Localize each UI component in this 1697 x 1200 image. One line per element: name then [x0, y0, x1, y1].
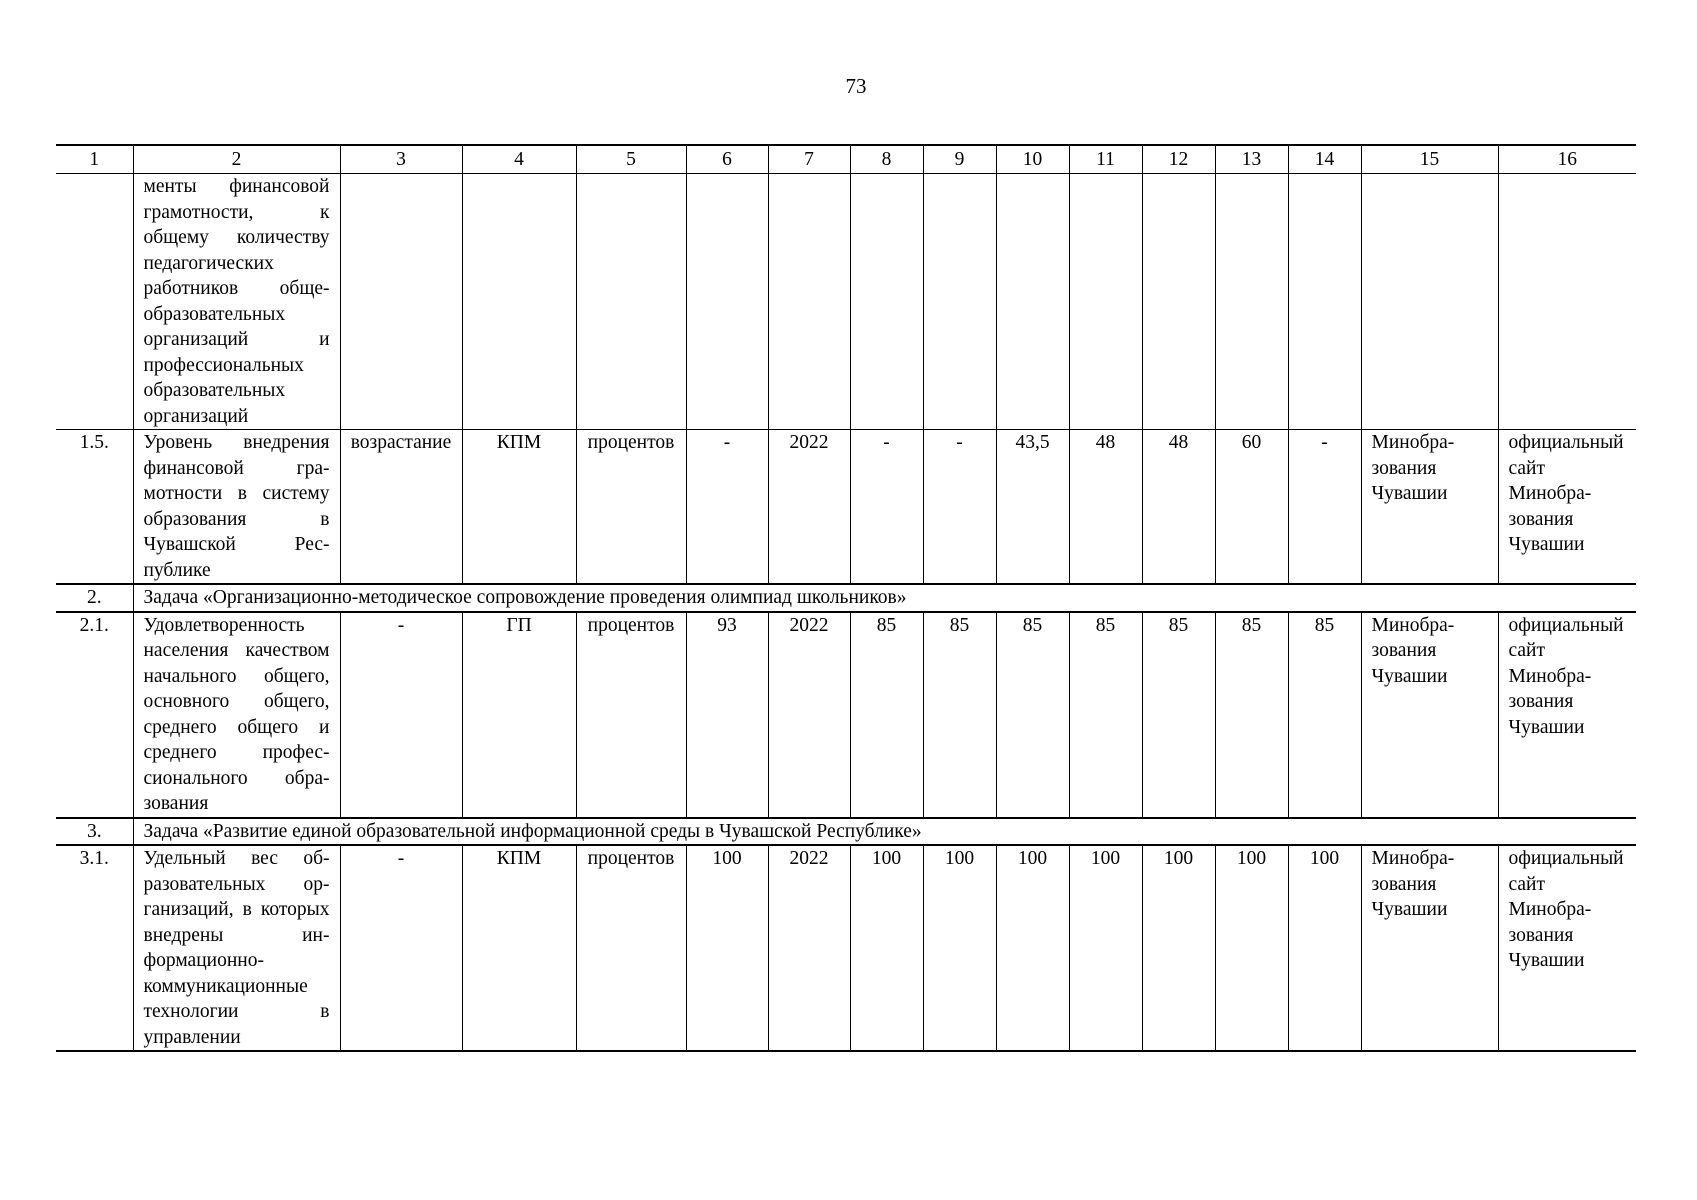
value-col-14: 100 — [1288, 845, 1361, 1051]
value-col-11: 85 — [1069, 612, 1142, 818]
column-header: 10 — [996, 145, 1069, 174]
page-number: 73 — [845, 74, 867, 98]
data-source: официальный сайт Минобразования Чувашии — [1498, 612, 1636, 818]
indicator-name: Удовлетворенность населения качеством начального общего, основного общего, среднего общего и среднего профессионального образования — [133, 612, 340, 818]
value-col-13: 85 — [1215, 612, 1288, 818]
cell-empty — [1361, 174, 1498, 430]
cell-empty — [1069, 174, 1142, 430]
value-col-9: 100 — [923, 845, 996, 1051]
responsible-body: Минобразования Чувашии — [1361, 430, 1498, 585]
cell-empty — [686, 174, 768, 430]
value-col-10: 100 — [996, 845, 1069, 1051]
task-row-3 — [56, 818, 1636, 846]
value-col-9: - — [923, 430, 996, 585]
table-row-continuation — [56, 174, 1636, 430]
indicator-type: КПМ — [462, 845, 576, 1051]
base-year: 2022 — [768, 612, 850, 818]
value-col-12: 100 — [1142, 845, 1215, 1051]
indicator-direction: возрастание — [340, 430, 462, 585]
indicator-name: Уровень внедрения финансовой грамотности в систему образования в Чувашской Республике — [133, 430, 340, 585]
value-col-9: 85 — [923, 612, 996, 818]
column-header: 16 — [1498, 145, 1636, 174]
indicator-unit: процентов — [576, 430, 686, 585]
value-col-13: 60 — [1215, 430, 1288, 585]
column-header: 1 — [56, 145, 133, 174]
cell-empty — [576, 174, 686, 430]
row-number: 3. — [56, 818, 133, 846]
cell-empty — [1498, 174, 1636, 430]
cell-empty — [1288, 174, 1361, 430]
table-row-2-1 — [56, 612, 1636, 818]
column-header: 12 — [1142, 145, 1215, 174]
task-title: Задача «Развитие единой образовательной информационной среды в Чувашской Республике» — [133, 818, 1636, 846]
indicator-type: КПМ — [462, 430, 576, 585]
task-row-2 — [56, 584, 1636, 612]
column-header: 11 — [1069, 145, 1142, 174]
base-value: - — [686, 430, 768, 585]
indicator-unit: процентов — [576, 612, 686, 818]
indicator-direction: - — [340, 612, 462, 818]
cell-empty — [1142, 174, 1215, 430]
cell-empty — [56, 174, 133, 430]
responsible-body: Минобразования Чувашии — [1361, 845, 1498, 1051]
row-number: 2. — [56, 584, 133, 612]
column-header: 3 — [340, 145, 462, 174]
cell-empty — [996, 174, 1069, 430]
column-header: 4 — [462, 145, 576, 174]
value-col-12: 85 — [1142, 612, 1215, 818]
indicator-name: Удельный вес образовательных организаций, в которых внедрены информационно-коммуникационные технологии в управлении — [133, 845, 340, 1051]
table-row-1-5 — [56, 430, 1636, 585]
value-col-14: - — [1288, 430, 1361, 585]
value-col-11: 100 — [1069, 845, 1142, 1051]
base-value: 93 — [686, 612, 768, 818]
cell-empty — [850, 174, 923, 430]
column-header: 5 — [576, 145, 686, 174]
table-row-3-1 — [56, 845, 1636, 1051]
data-source: официальный сайт Минобразования Чувашии — [1498, 845, 1636, 1051]
column-header: 2 — [133, 145, 340, 174]
base-value: 100 — [686, 845, 768, 1051]
value-col-13: 100 — [1215, 845, 1288, 1051]
cell-empty — [1215, 174, 1288, 430]
indicators-table — [56, 144, 1636, 1052]
data-source: официальный сайт Минобразования Чувашии — [1498, 430, 1636, 585]
row-number: 3.1. — [56, 845, 133, 1051]
row-number: 1.5. — [56, 430, 133, 585]
column-header: 13 — [1215, 145, 1288, 174]
value-col-11: 48 — [1069, 430, 1142, 585]
cell-empty — [923, 174, 996, 430]
base-year: 2022 — [768, 845, 850, 1051]
task-title: Задача «Организационно-методическое сопровождение проведения олимпиад школьников» — [133, 584, 1636, 612]
cell-empty — [768, 174, 850, 430]
base-year: 2022 — [768, 430, 850, 585]
header-row — [56, 145, 1636, 174]
row-number: 2.1. — [56, 612, 133, 818]
cell-empty — [462, 174, 576, 430]
indicator-direction: - — [340, 845, 462, 1051]
value-col-8: 85 — [850, 612, 923, 818]
column-header: 15 — [1361, 145, 1498, 174]
responsible-body: Минобразования Чувашии — [1361, 612, 1498, 818]
indicator-type: ГП — [462, 612, 576, 818]
value-col-10: 85 — [996, 612, 1069, 818]
indicator-unit: процентов — [576, 845, 686, 1051]
value-col-10: 43,5 — [996, 430, 1069, 585]
indicator-name: менты финансовой грамотности, к общему количеству педагогических работников общеобразовательных организаций и профессиональных образовательных организаций — [133, 174, 340, 430]
column-header: 9 — [923, 145, 996, 174]
value-col-8: 100 — [850, 845, 923, 1051]
column-header: 14 — [1288, 145, 1361, 174]
value-col-8: - — [850, 430, 923, 585]
column-header: 8 — [850, 145, 923, 174]
column-header: 7 — [768, 145, 850, 174]
value-col-14: 85 — [1288, 612, 1361, 818]
value-col-12: 48 — [1142, 430, 1215, 585]
column-header: 6 — [686, 145, 768, 174]
cell-empty — [340, 174, 462, 430]
